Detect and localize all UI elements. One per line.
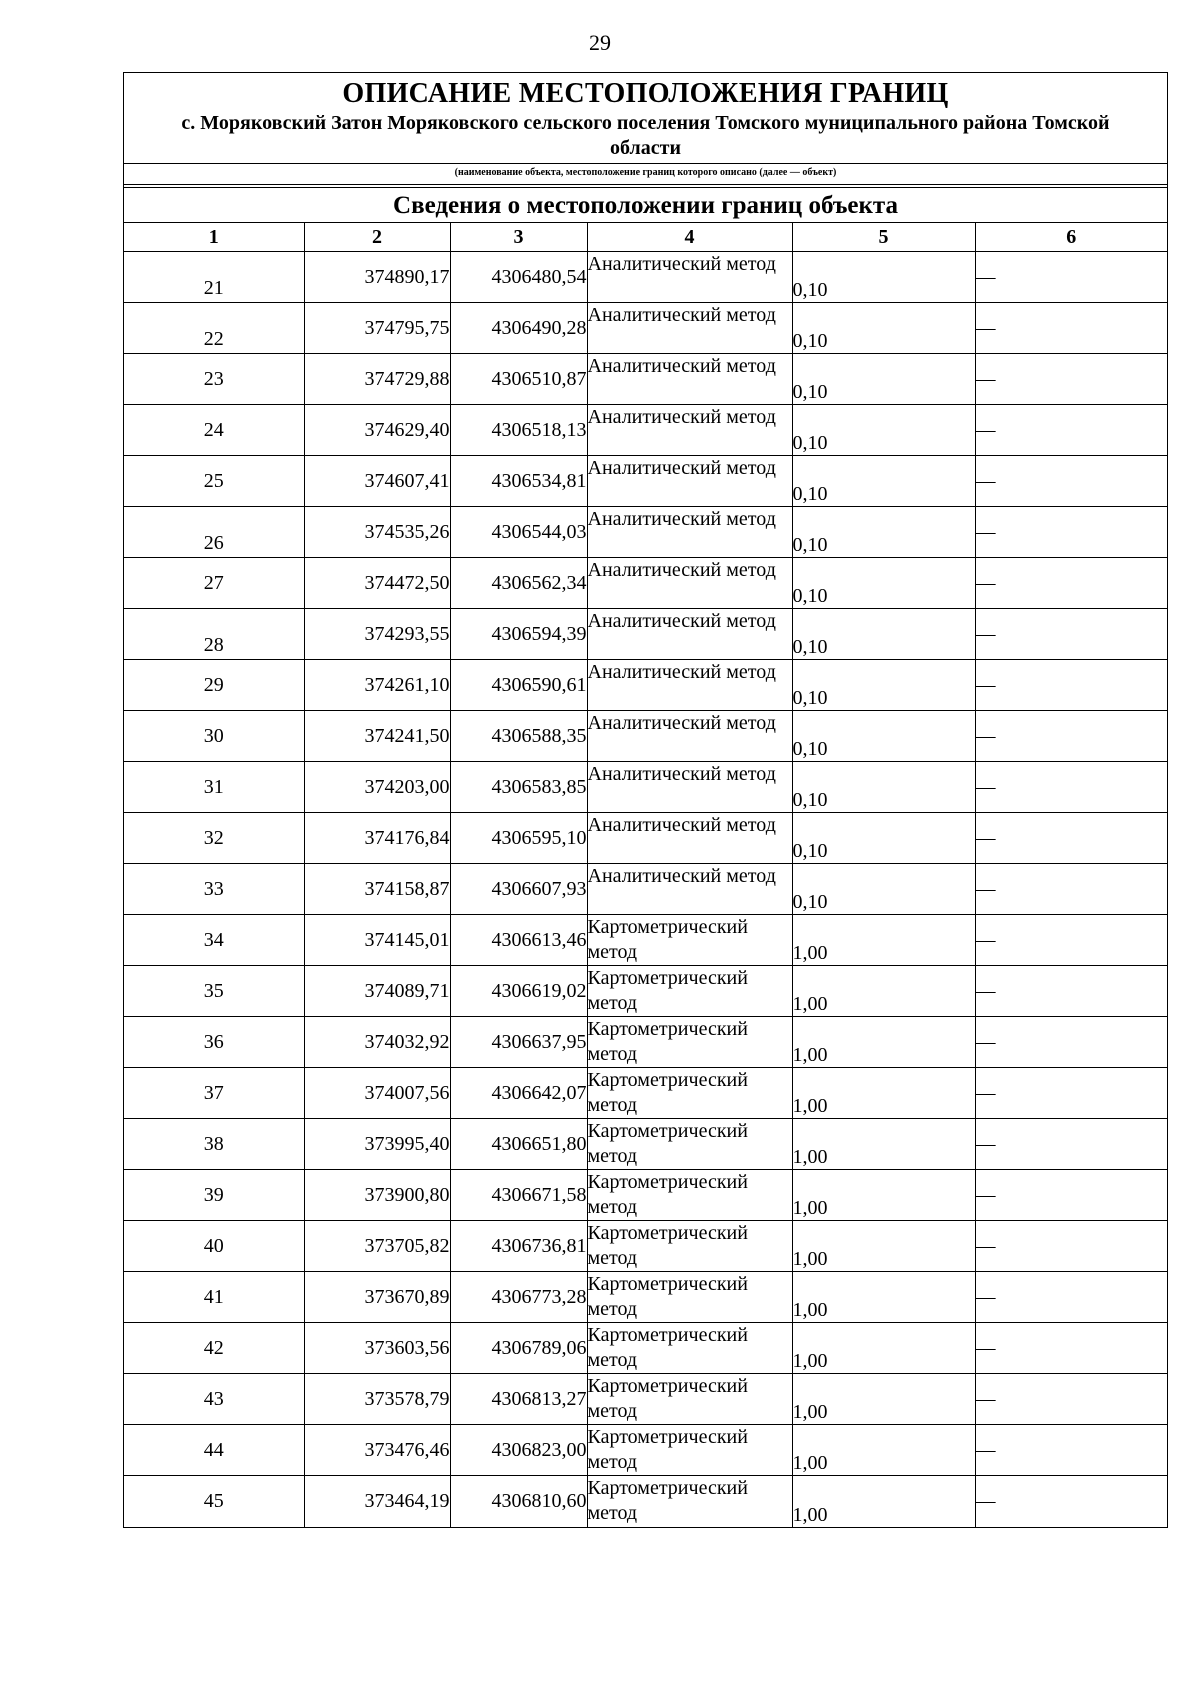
accuracy-cell: 0,10 bbox=[792, 660, 975, 711]
method-cell: Аналитический метод bbox=[587, 252, 792, 303]
accuracy-cell: 0,10 bbox=[792, 711, 975, 762]
accuracy-cell: 1,00 bbox=[792, 1374, 975, 1425]
document-title: ОПИСАНИЕ МЕСТОПОЛОЖЕНИЯ ГРАНИЦ bbox=[342, 78, 949, 109]
boundary-description-frame bbox=[123, 72, 1168, 1528]
column-header: 1 bbox=[124, 223, 304, 252]
description-cell: — bbox=[975, 1119, 1167, 1170]
description-cell: — bbox=[975, 1323, 1167, 1374]
coordinates-table bbox=[124, 223, 1167, 1527]
table-row bbox=[124, 762, 1167, 813]
point-number: 23 bbox=[124, 354, 304, 405]
table-header-row bbox=[124, 223, 1167, 252]
point-number: 39 bbox=[124, 1170, 304, 1221]
column-header: 3 bbox=[450, 223, 587, 252]
description-cell: — bbox=[975, 1068, 1167, 1119]
method-cell: Картометрический метод bbox=[587, 966, 792, 1017]
y-coordinate: 4306583,85 bbox=[450, 762, 587, 813]
accuracy-cell: 0,10 bbox=[792, 303, 975, 354]
section-title: Сведения о местоположении границ объекта bbox=[124, 188, 1167, 223]
description-cell: — bbox=[975, 1170, 1167, 1221]
x-coordinate: 374795,75 bbox=[304, 303, 450, 354]
table-row bbox=[124, 864, 1167, 915]
method-cell: Аналитический метод bbox=[587, 864, 792, 915]
description-cell: — bbox=[975, 966, 1167, 1017]
point-number: 43 bbox=[124, 1374, 304, 1425]
table-body bbox=[124, 252, 1167, 1527]
x-coordinate: 373603,56 bbox=[304, 1323, 450, 1374]
x-coordinate: 374032,92 bbox=[304, 1017, 450, 1068]
accuracy-cell: 0,10 bbox=[792, 252, 975, 303]
y-coordinate: 4306619,02 bbox=[450, 966, 587, 1017]
point-number: 44 bbox=[124, 1425, 304, 1476]
table-row bbox=[124, 609, 1167, 660]
table-row bbox=[124, 1170, 1167, 1221]
table-row bbox=[124, 1476, 1167, 1527]
accuracy-cell: 1,00 bbox=[792, 1272, 975, 1323]
y-coordinate: 4306813,27 bbox=[450, 1374, 587, 1425]
point-number: 22 bbox=[124, 303, 304, 354]
column-header: 4 bbox=[587, 223, 792, 252]
table-row bbox=[124, 966, 1167, 1017]
point-number: 30 bbox=[124, 711, 304, 762]
point-number: 31 bbox=[124, 762, 304, 813]
method-cell: Аналитический метод bbox=[587, 405, 792, 456]
point-number: 29 bbox=[124, 660, 304, 711]
y-coordinate: 4306544,03 bbox=[450, 507, 587, 558]
table-row bbox=[124, 1221, 1167, 1272]
method-cell: Аналитический метод bbox=[587, 558, 792, 609]
y-coordinate: 4306595,10 bbox=[450, 813, 587, 864]
method-cell: Аналитический метод bbox=[587, 660, 792, 711]
method-cell: Картометрический метод bbox=[587, 1425, 792, 1476]
x-coordinate: 374176,84 bbox=[304, 813, 450, 864]
y-coordinate: 4306823,00 bbox=[450, 1425, 587, 1476]
point-number: 25 bbox=[124, 456, 304, 507]
method-cell: Картометрический метод bbox=[587, 1068, 792, 1119]
description-cell: — bbox=[975, 915, 1167, 966]
y-coordinate: 4306607,93 bbox=[450, 864, 587, 915]
description-cell: — bbox=[975, 558, 1167, 609]
column-header: 5 bbox=[792, 223, 975, 252]
description-cell: — bbox=[975, 252, 1167, 303]
description-cell: — bbox=[975, 864, 1167, 915]
x-coordinate: 374629,40 bbox=[304, 405, 450, 456]
table-row bbox=[124, 915, 1167, 966]
accuracy-cell: 1,00 bbox=[792, 1221, 975, 1272]
table-row bbox=[124, 354, 1167, 405]
table-row bbox=[124, 405, 1167, 456]
document-header bbox=[124, 73, 1167, 164]
point-number: 42 bbox=[124, 1323, 304, 1374]
point-number: 37 bbox=[124, 1068, 304, 1119]
y-coordinate: 4306534,81 bbox=[450, 456, 587, 507]
table-row bbox=[124, 507, 1167, 558]
x-coordinate: 373578,79 bbox=[304, 1374, 450, 1425]
x-coordinate: 373476,46 bbox=[304, 1425, 450, 1476]
x-coordinate: 374241,50 bbox=[304, 711, 450, 762]
y-coordinate: 4306510,87 bbox=[450, 354, 587, 405]
description-cell: — bbox=[975, 303, 1167, 354]
point-number: 40 bbox=[124, 1221, 304, 1272]
x-coordinate: 373464,19 bbox=[304, 1476, 450, 1527]
method-cell: Картометрический метод bbox=[587, 915, 792, 966]
y-coordinate: 4306588,35 bbox=[450, 711, 587, 762]
description-cell: — bbox=[975, 609, 1167, 660]
point-number: 35 bbox=[124, 966, 304, 1017]
point-number: 33 bbox=[124, 864, 304, 915]
x-coordinate: 374158,87 bbox=[304, 864, 450, 915]
method-cell: Аналитический метод bbox=[587, 303, 792, 354]
table-row bbox=[124, 1017, 1167, 1068]
description-cell: — bbox=[975, 1017, 1167, 1068]
y-coordinate: 4306789,06 bbox=[450, 1323, 587, 1374]
description-cell: — bbox=[975, 660, 1167, 711]
method-cell: Аналитический метод bbox=[587, 609, 792, 660]
y-coordinate: 4306810,60 bbox=[450, 1476, 587, 1527]
y-coordinate: 4306562,34 bbox=[450, 558, 587, 609]
accuracy-cell: 0,10 bbox=[792, 558, 975, 609]
table-row bbox=[124, 660, 1167, 711]
x-coordinate: 374145,01 bbox=[304, 915, 450, 966]
y-coordinate: 4306613,46 bbox=[450, 915, 587, 966]
table-row bbox=[124, 1374, 1167, 1425]
description-cell: — bbox=[975, 354, 1167, 405]
point-number: 26 bbox=[124, 507, 304, 558]
y-coordinate: 4306736,81 bbox=[450, 1221, 587, 1272]
point-number: 36 bbox=[124, 1017, 304, 1068]
table-row bbox=[124, 558, 1167, 609]
table-row bbox=[124, 303, 1167, 354]
table-row bbox=[124, 456, 1167, 507]
accuracy-cell: 1,00 bbox=[792, 1323, 975, 1374]
y-coordinate: 4306642,07 bbox=[450, 1068, 587, 1119]
point-number: 32 bbox=[124, 813, 304, 864]
y-coordinate: 4306490,28 bbox=[450, 303, 587, 354]
point-number: 38 bbox=[124, 1119, 304, 1170]
description-cell: — bbox=[975, 1374, 1167, 1425]
column-header: 6 bbox=[975, 223, 1167, 252]
point-number: 28 bbox=[124, 609, 304, 660]
table-row bbox=[124, 1068, 1167, 1119]
method-cell: Аналитический метод bbox=[587, 507, 792, 558]
y-coordinate: 4306518,13 bbox=[450, 405, 587, 456]
x-coordinate: 373670,89 bbox=[304, 1272, 450, 1323]
method-cell: Аналитический метод bbox=[587, 354, 792, 405]
table-row bbox=[124, 813, 1167, 864]
method-cell: Картометрический метод bbox=[587, 1272, 792, 1323]
description-cell: — bbox=[975, 456, 1167, 507]
accuracy-cell: 0,10 bbox=[792, 864, 975, 915]
accuracy-cell: 1,00 bbox=[792, 966, 975, 1017]
table-row bbox=[124, 711, 1167, 762]
document-subtitle: с. Моряковский Затон Моряковского сельского поселения Томского муниципального района Томской области bbox=[181, 112, 1110, 159]
x-coordinate: 374089,71 bbox=[304, 966, 450, 1017]
method-cell: Аналитический метод bbox=[587, 711, 792, 762]
accuracy-cell: 1,00 bbox=[792, 1425, 975, 1476]
method-cell: Аналитический метод bbox=[587, 762, 792, 813]
point-number: 45 bbox=[203, 1489, 224, 1512]
accuracy-cell: 1,00 bbox=[792, 1476, 975, 1527]
method-cell: Картометрический метод bbox=[587, 1119, 792, 1170]
description-cell: — bbox=[975, 711, 1167, 762]
accuracy-cell: 1,00 bbox=[792, 1068, 975, 1119]
accuracy-cell: 0,10 bbox=[792, 762, 975, 813]
accuracy-cell: 1,00 bbox=[792, 1170, 975, 1221]
x-coordinate: 374607,41 bbox=[304, 456, 450, 507]
x-coordinate: 374472,50 bbox=[304, 558, 450, 609]
method-cell: Аналитический метод bbox=[587, 813, 792, 864]
y-coordinate: 4306637,95 bbox=[450, 1017, 587, 1068]
description-cell: — bbox=[975, 405, 1167, 456]
point-number: 24 bbox=[124, 405, 304, 456]
x-coordinate: 374007,56 bbox=[304, 1068, 450, 1119]
y-coordinate: 4306773,28 bbox=[450, 1272, 587, 1323]
method-cell: Картометрический метод bbox=[587, 1323, 792, 1374]
y-coordinate: 4306480,54 bbox=[450, 252, 587, 303]
x-coordinate: 373995,40 bbox=[304, 1119, 450, 1170]
method-cell: Картометрический метод bbox=[587, 1017, 792, 1068]
x-coordinate: 374890,17 bbox=[304, 252, 450, 303]
method-cell: Картометрический метод bbox=[587, 1476, 792, 1527]
page-number: 29 bbox=[589, 30, 611, 55]
description-cell: — bbox=[975, 1425, 1167, 1476]
method-cell: Картометрический метод bbox=[587, 1374, 792, 1425]
point-number: 21 bbox=[124, 252, 304, 303]
accuracy-cell: 1,00 bbox=[792, 915, 975, 966]
table-row bbox=[124, 1323, 1167, 1374]
description-cell: — bbox=[975, 1221, 1167, 1272]
description-cell: — bbox=[975, 1272, 1167, 1323]
table-row bbox=[124, 252, 1167, 303]
method-cell: Аналитический метод bbox=[587, 456, 792, 507]
object-caption: (наименование объекта, местоположение границ которого описано (далее — объект) bbox=[124, 164, 1167, 185]
x-coordinate: 374729,88 bbox=[304, 354, 450, 405]
accuracy-cell: 0,10 bbox=[792, 813, 975, 864]
column-header: 2 bbox=[304, 223, 450, 252]
point-number: 34 bbox=[124, 915, 304, 966]
point-number: 27 bbox=[124, 558, 304, 609]
accuracy-cell: 1,00 bbox=[792, 1017, 975, 1068]
x-coordinate: 374535,26 bbox=[304, 507, 450, 558]
description-cell: — bbox=[975, 813, 1167, 864]
y-coordinate: 4306590,61 bbox=[450, 660, 587, 711]
accuracy-cell: 0,10 bbox=[792, 507, 975, 558]
accuracy-cell: 0,10 bbox=[792, 405, 975, 456]
accuracy-cell: 0,10 bbox=[792, 609, 975, 660]
x-coordinate: 373900,80 bbox=[304, 1170, 450, 1221]
y-coordinate: 4306671,58 bbox=[450, 1170, 587, 1221]
table-row bbox=[124, 1425, 1167, 1476]
method-cell: Картометрический метод bbox=[587, 1170, 792, 1221]
x-coordinate: 374261,10 bbox=[304, 660, 450, 711]
table-row bbox=[124, 1119, 1167, 1170]
x-coordinate: 374203,00 bbox=[304, 762, 450, 813]
x-coordinate: 374293,55 bbox=[304, 609, 450, 660]
y-coordinate: 4306594,39 bbox=[450, 609, 587, 660]
description-cell: — bbox=[975, 1476, 1167, 1527]
method-cell: Картометрический метод bbox=[587, 1221, 792, 1272]
table-row bbox=[124, 1272, 1167, 1323]
y-coordinate: 4306651,80 bbox=[450, 1119, 587, 1170]
description-cell: — bbox=[975, 507, 1167, 558]
accuracy-cell: 1,00 bbox=[792, 1119, 975, 1170]
point-number: 41 bbox=[124, 1272, 304, 1323]
description-cell: — bbox=[975, 762, 1167, 813]
accuracy-cell: 0,10 bbox=[792, 456, 975, 507]
accuracy-cell: 0,10 bbox=[792, 354, 975, 405]
x-coordinate: 373705,82 bbox=[304, 1221, 450, 1272]
